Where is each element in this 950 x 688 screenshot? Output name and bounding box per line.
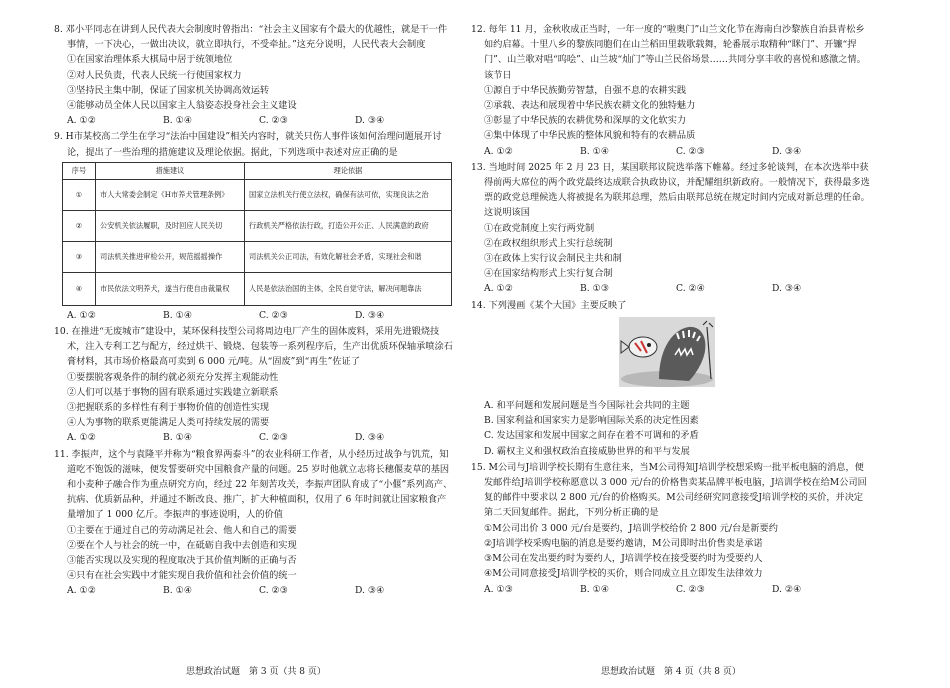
statement: ④只有在社会实践中才能实现自我价值和社会价值的统一 — [67, 570, 297, 582]
question-stem: 11. 李振声，这个与袁隆平并称为“粮食界两泰斗”的农业科研工作者，从小经历过战争与饥荒，知道吃不饱饭的滋味，便发誓要研究中国粮食产量的问题。25 岁时他就立志将长穗偃麦草的基因和小麦种子融合作为重点研究方向，经过 22 年刻苦攻关，李振声团队育成了“小偃”系列高产、抗病、优质新品种，并通过不断改良、推广，扩大种植面积，仅用了 6 年时间就让国家粮食产量增加了 1 000 亿斤。李振声的事迹说明，人的价值 — [54, 448, 453, 521]
choice-d: D. ③④ — [772, 145, 802, 157]
choice-a: A. ①② — [67, 432, 96, 444]
basis-cell: 国家立法机关行使立法权，确保有法可依，实现良法之治 — [245, 179, 452, 210]
row-number: ④ — [63, 272, 96, 305]
statement: ①M公司出价 3 000 元/台是要约，J培训学校给价 2 800 元/台是新要约 — [484, 522, 778, 534]
statement: ③彰显了中华民族的农耕优势和深厚的文化软实力 — [484, 115, 687, 127]
statement: ③能否实现以及实现的程度取决于其价值判断的正确与否 — [67, 555, 297, 567]
choice-c: C. ②③ — [676, 145, 706, 157]
choice-a: A. ①② — [484, 145, 513, 157]
choice-c: C. ②③ — [259, 115, 289, 127]
statement: ①源自于中华民族勤劳智慧，自强不息的农耕实践 — [484, 84, 687, 96]
choice-a: A. ①③ — [484, 583, 513, 595]
choice-d: D. ③④ — [355, 309, 385, 321]
question-13 — [471, 160, 871, 297]
option-a: A. 和平问题和发展问题是当今国际社会共同的主题 — [484, 400, 690, 412]
question-9 — [54, 129, 454, 323]
choice-b: B. ①③ — [580, 283, 610, 295]
table-row — [63, 272, 452, 305]
statement: ③坚持民主集中制，保证了国家机关协调高效运转 — [67, 84, 270, 96]
statement: ④M公司同意接受J培训学校的买价，则合同成立且立即发生法律效力 — [484, 568, 763, 580]
choice-c: C. ②③ — [259, 585, 289, 597]
choice-d: D. ③④ — [355, 432, 385, 444]
statement: ③M公司在发出要约时为要约人，J培训学校在接受要约时为受要约人 — [484, 553, 763, 565]
answer-choices — [471, 582, 871, 597]
choice-b: B. ①④ — [580, 583, 610, 595]
choice-c: C. ②④ — [676, 283, 706, 295]
choice-d: D. ②④ — [772, 583, 802, 595]
measure-cell: 司法机关推进审检公开，规范摇摇操作 — [96, 241, 245, 272]
page-footer-right: 思想政治试题 第 4 页（共 8 页） — [601, 667, 741, 677]
answer-choices — [471, 281, 871, 296]
row-number: ③ — [63, 241, 96, 272]
statement: ④集中体现了中华民族的整体风貌和特有的农耕品质 — [484, 130, 696, 142]
question-stem: 14. 下列漫画《某个大国》主要反映了 — [471, 299, 627, 311]
statement: ④能够动员全体人民以国家主人翁姿态投身社会主义建设 — [67, 100, 297, 112]
question-stem: 10. 在推进“无废城市”建设中，某环保科技型公司将周边电厂产生的固体废料，采用先进锻烧技术，注入专利工艺与配方，经过烘干、锻烧、包装等一系列程序后，生产出优质环保轴承喷涂石膏材料，其市场价格最高可卖到 6 000 元/吨。从“固废”到“再生”佐证了 — [54, 326, 453, 368]
choice-a: A. ①② — [67, 115, 96, 127]
cartoon-illustration — [619, 317, 715, 387]
basis-cell: 人民是依法治国的主体，全民自觉守法，解决问题靠法 — [245, 272, 452, 305]
option-b: B. 国家利益和国家实力是影响国际关系的决定性因素 — [484, 415, 699, 427]
choice-b: B. ①④ — [163, 115, 193, 127]
question-12 — [471, 22, 871, 159]
measures-table — [62, 162, 452, 306]
measure-cell: 公安机关依法履职，及时回应人民关切 — [96, 210, 245, 241]
choice-a: A. ①② — [67, 309, 96, 321]
statement: ①在国家治理体系大棋局中居于统领地位 — [67, 54, 233, 66]
right-column — [471, 22, 871, 598]
table-row — [63, 241, 452, 272]
option-c: C. 发达国家和发展中国家之间存在着不可调和的矛盾 — [484, 430, 699, 442]
measure-cell: 市人大常委会制定《H市养犬管理条例》 — [96, 179, 245, 210]
statement: ①要摆脱客观条件的制约就必须充分发挥主观能动性 — [67, 371, 279, 383]
basis-cell: 行政机关严格依法行政，打造公开公正、人民满意的政府 — [245, 210, 452, 241]
choice-b: B. ①④ — [163, 432, 193, 444]
basis-cell: 司法机关公正司法，有效化解社会矛盾，实现社会和谐 — [245, 241, 452, 272]
choice-d: D. ③④ — [355, 115, 385, 127]
question-stem: 12. 每年 11 月，金秋收成正当时，一年一度的“啦奥门”山兰文化节在海南白沙黎族自治县青松乡如约启幕。十里八乡的黎族同胞们在山兰稻田里载歌载舞，轮番展示取精种“眯门”、开镰“捍门”、山兰歌对唱“呜哙”、山兰坡“灿门”等山兰民俗场景……共同分享丰收的喜悦和感激之情。该节日 — [471, 24, 866, 81]
statement: ①主要在于通过自己的劳动满足社会、他人和自己的需要 — [67, 524, 297, 536]
answer-choices — [54, 430, 454, 445]
answer-choices — [54, 583, 454, 598]
question-11 — [54, 447, 454, 599]
answer-choices — [471, 144, 871, 159]
statement: ①在政党制度上实行两党制 — [484, 222, 595, 234]
choice-c: C. ②③ — [259, 432, 289, 444]
question-10 — [54, 324, 454, 446]
choice-d: D. ③④ — [355, 585, 385, 597]
page-footer-left: 思想政治试题 第 3 页（共 8 页） — [186, 667, 326, 677]
statement: ②要在个人与社会的统一中，在砥砺自我中去创造和实现 — [67, 539, 297, 551]
question-14 — [471, 298, 871, 459]
choice-b: B. ①④ — [163, 585, 193, 597]
measure-cell: 市民依法文明养犬，遂当行使自由裁量权 — [96, 272, 245, 305]
choice-b: B. ①④ — [580, 145, 610, 157]
question-15 — [471, 460, 871, 597]
statement: ②对人民负责，代表人民统一行使国家权力 — [67, 69, 242, 81]
answer-choices — [54, 308, 454, 323]
question-stem: 8. 邓小平同志在讲到人民代表大会制度时曾指出：“社会主义国家有个最大的优越性，就是干一件事情，一下决心，一做出决议，就立即执行，不受牵扯。”这充分说明，人民代表大会制度 — [54, 24, 448, 51]
choice-b: B. ①④ — [163, 309, 193, 321]
question-stem: 13. 当地时间 2025 年 2 月 23 日，某国联邦议院选举落下帷幕。经过多轮谈判，在本次选举中获得前两大席位的两个政党最终达成联合执政协议，并配耀组织新政府。一般情况下，获得最多选票的政党总理候选人将被提名为联邦总理，然后由联邦总统在规定时间内完成对新总理的任命。这说明该国 — [471, 161, 870, 219]
statement: ②在政权组织形式上实行总统制 — [484, 237, 613, 249]
choice-c: C. ②③ — [676, 583, 706, 595]
table-row — [63, 210, 452, 241]
choice-a: A. ①② — [67, 585, 96, 597]
statement: ④在国家结构形式上实行复合制 — [484, 268, 613, 280]
table-header: 措施建议 — [96, 162, 245, 179]
left-column — [54, 22, 454, 600]
question-8 — [54, 22, 454, 128]
option-d: D. 霸权主义和强权政治直接威胁世界的和平与发展 — [484, 445, 690, 457]
table-row — [63, 179, 452, 210]
table-header: 序号 — [63, 162, 96, 179]
choice-d: D. ③④ — [772, 283, 802, 295]
row-number: ② — [63, 210, 96, 241]
statement: ④人为事物的联系更能满足人类可持续发展的需要 — [67, 417, 270, 429]
row-number: ① — [63, 179, 96, 210]
question-stem: 9. H市某校高二学生在学习“法治中国建设”相关内容时，就关只伤人事件该如何治理问题展开讨论，提出了一些治理的措施建议及理论依据。据此，下列选项中表述对应正确的是 — [54, 131, 442, 158]
statement: ②承载、表达和展现着中华民族农耕文化的独特魅力 — [484, 100, 696, 112]
answer-choices — [54, 113, 454, 128]
choice-c: C. ②③ — [259, 309, 289, 321]
table-header: 理论依据 — [245, 162, 452, 179]
statement: ③把握联系的多样性有利于事物价值的创造性实现 — [67, 402, 270, 414]
choice-a: A. ①② — [484, 283, 513, 295]
statement: ③在政体上实行议会制民主共和制 — [484, 253, 622, 265]
question-stem: 15. M公司与J培训学校长期有生意往来，当M公司得知J培训学校想采购一批平板电脑的消息，便发邮件给J培训学校称愿意以 3 000 元/台的价格售卖某品牌平板电脑，J培训学校在给M公司回复的邮件中要求以 2 800 元/台的价格购买。M公司经研究同意接受J培训学校的买价，并决定第二天回复邮件。据此，下列分析正确的是 — [471, 461, 867, 519]
statement: ②J培训学校采购电脑的消息是要约邀请，M公司即时出价售卖是承诺 — [484, 537, 763, 549]
statement: ②人们可以基于事物的固有联系通过实践建立新联系 — [67, 386, 279, 398]
